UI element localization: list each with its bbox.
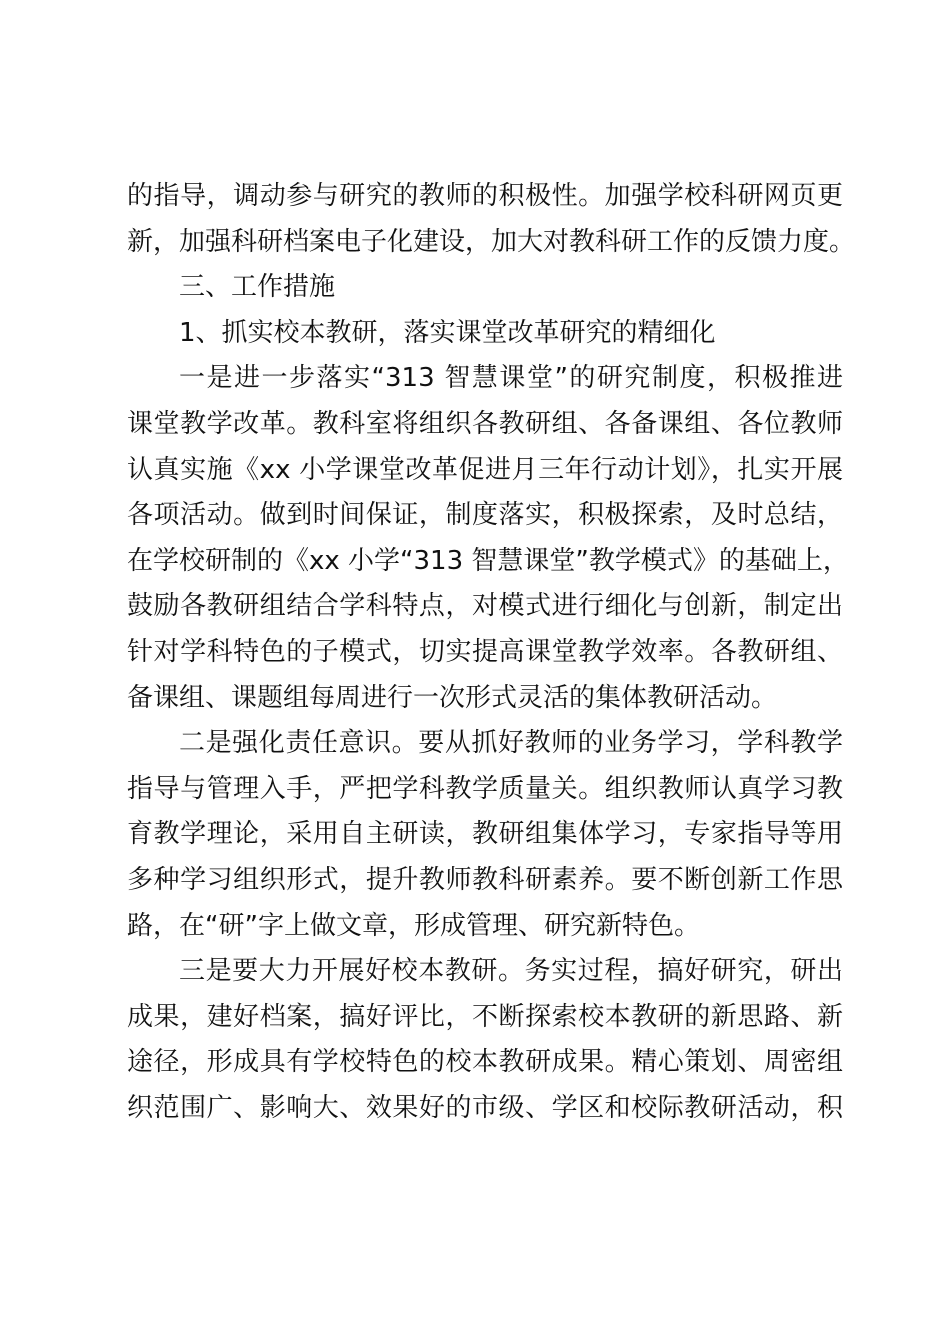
section-heading: 三、工作措施	[179, 272, 336, 303]
text-line: 多种学习组织形式，提升教师教科研素养。要不断创新工作思	[127, 864, 843, 895]
text-line: 三是要大力开展好校本教研。务实过程，搞好研究，研出	[179, 956, 843, 987]
text-line: 织范围广、影响大、效果好的市级、学区和校际教研活动，积	[127, 1092, 843, 1123]
text-line: 指导与管理入手，严把学科教学质量关。组织教师认真学习教	[127, 773, 843, 804]
text-line: 一是进一步落实“313 智慧课堂”的研究制度，积极推进	[179, 363, 843, 394]
text-line: 成果，建好档案，搞好评比，不断探索校本教研的新思路、新	[127, 1001, 843, 1032]
text-line: 鼓励各教研组结合学科特点，对模式进行细化与创新，制定出	[127, 591, 843, 622]
text-line: 育教学理论，采用自主研读，教研组集体学习，专家指导等用	[127, 819, 843, 850]
text-line: 在学校研制的《xx 小学“313 智慧课堂”教学模式》的基础上，	[127, 545, 849, 576]
subsection-heading: 1、抓实校本教研，落实课堂改革研究的精细化	[179, 317, 716, 348]
text-line: 认真实施《xx 小学课堂改革促进月三年行动计划》，扎实开展	[127, 454, 843, 485]
text-line: 的指导，调动参与研究的教师的积极性。加强学校科研网页更	[127, 181, 843, 211]
text-line: 新，加强科研档案电子化建设，加大对教科研工作的反馈力度。	[127, 226, 856, 257]
text-line: 针对学科特色的子模式，切实提高课堂教学效率。各教研组、	[127, 636, 843, 667]
text-line: 各项活动。做到时间保证，制度落实，积极探索，及时总结，	[127, 500, 843, 531]
document-body	[127, 174, 856, 1131]
text-line: 途径，形成具有学校特色的校本教研成果。精心策划、周密组	[127, 1047, 843, 1078]
text-line: 路，在“研”字上做文章，形成管理、研究新特色。	[127, 910, 700, 941]
text-line: 课堂教学改革。教科室将组织各教研组、各备课组、各位教师	[127, 408, 843, 439]
text-line: 备课组、课题组每周进行一次形式灵活的集体教研活动。	[127, 682, 778, 713]
text-line: 二是强化责任意识。要从抓好教师的业务学习，学科教学	[179, 728, 843, 759]
